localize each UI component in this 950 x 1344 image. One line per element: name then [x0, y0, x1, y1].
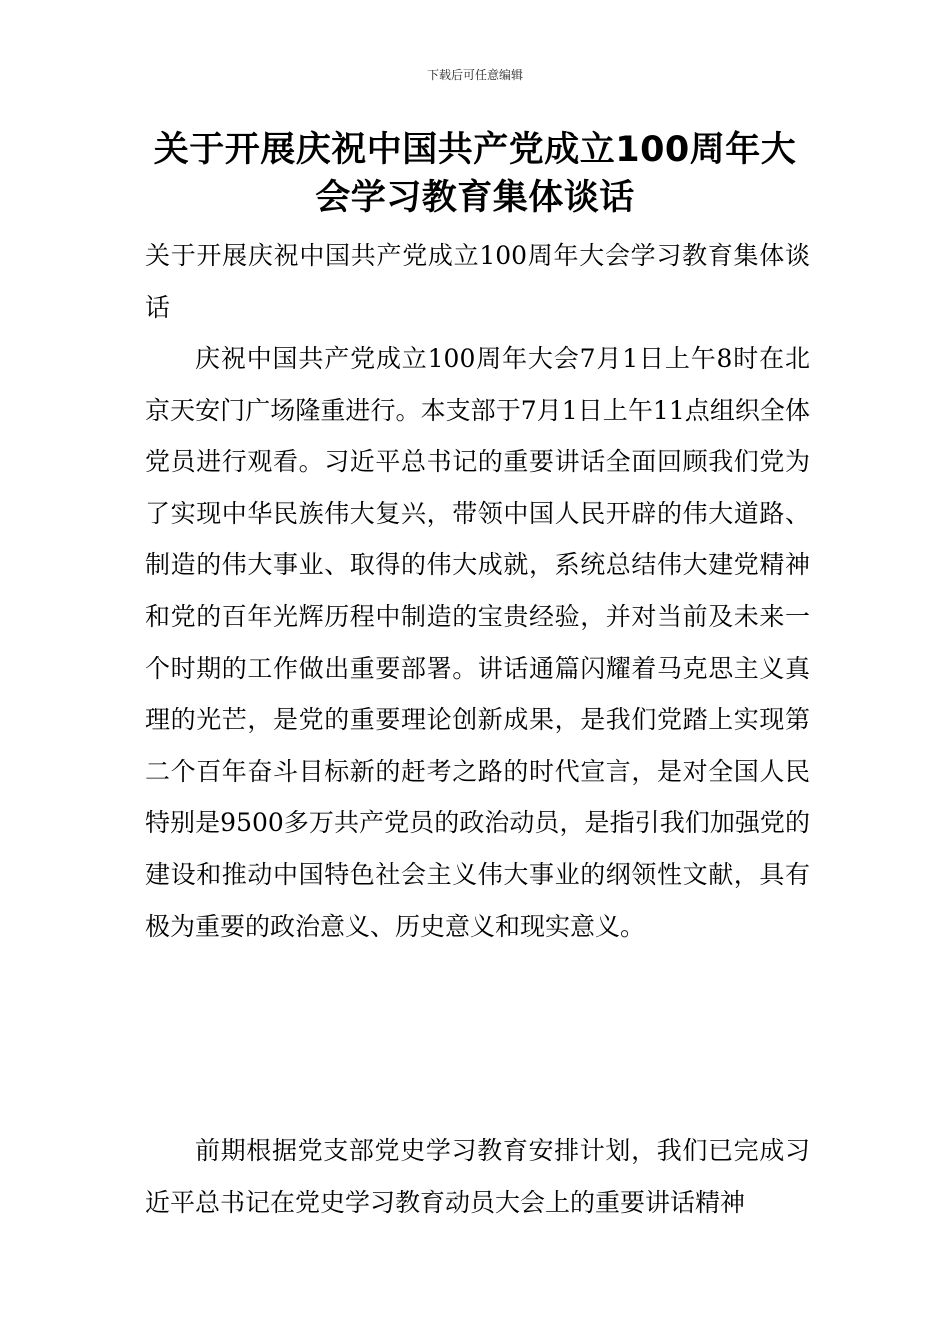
document-title: 关于开展庆祝中国共产党成立100周年大会学习教育集体谈话: [153, 130, 797, 218]
body-paragraph: 庆祝中国共产党成立100周年大会7月1日上午8时在北京天安门广场隆重进行。本支部于7月1日上午11点组织全体党员进行观看。习近平总书记的重要讲话全面回顾我们党为了实现中华民族伟大复兴，带领中国人民开辟的伟大道路、制造的伟大事业、取得的伟大成就，系统总结伟大建党精神和党的百年光辉历程中制造的宝贵经验，并对当前及未来一个时期的工作做出重要部署。讲话通篇闪耀着马克思主义真理的光芒，是党的重要理论创新成果，是我们党踏上实现第二个百年奋斗目标新的赶考之路的时代宣言，是对全国人民特别是9500多万共产党员的政治动员，是指引我们加强党的建设和推动中国特色社会主义伟大事业的纲领性文献，具有极为重要的政治意义、历史意义和现实意义。: [145, 344, 810, 941]
header-note: 下载后可任意编辑: [426, 68, 523, 82]
body-paragraph: 前期根据党支部党史学习教育安排计划，我们已完成习近平总书记在党史学习教育动员大会上的重要讲话精神: [145, 1136, 810, 1217]
document-subtitle: 关于开展庆祝中国共产党成立100周年大会学习教育集体谈话: [145, 241, 810, 322]
